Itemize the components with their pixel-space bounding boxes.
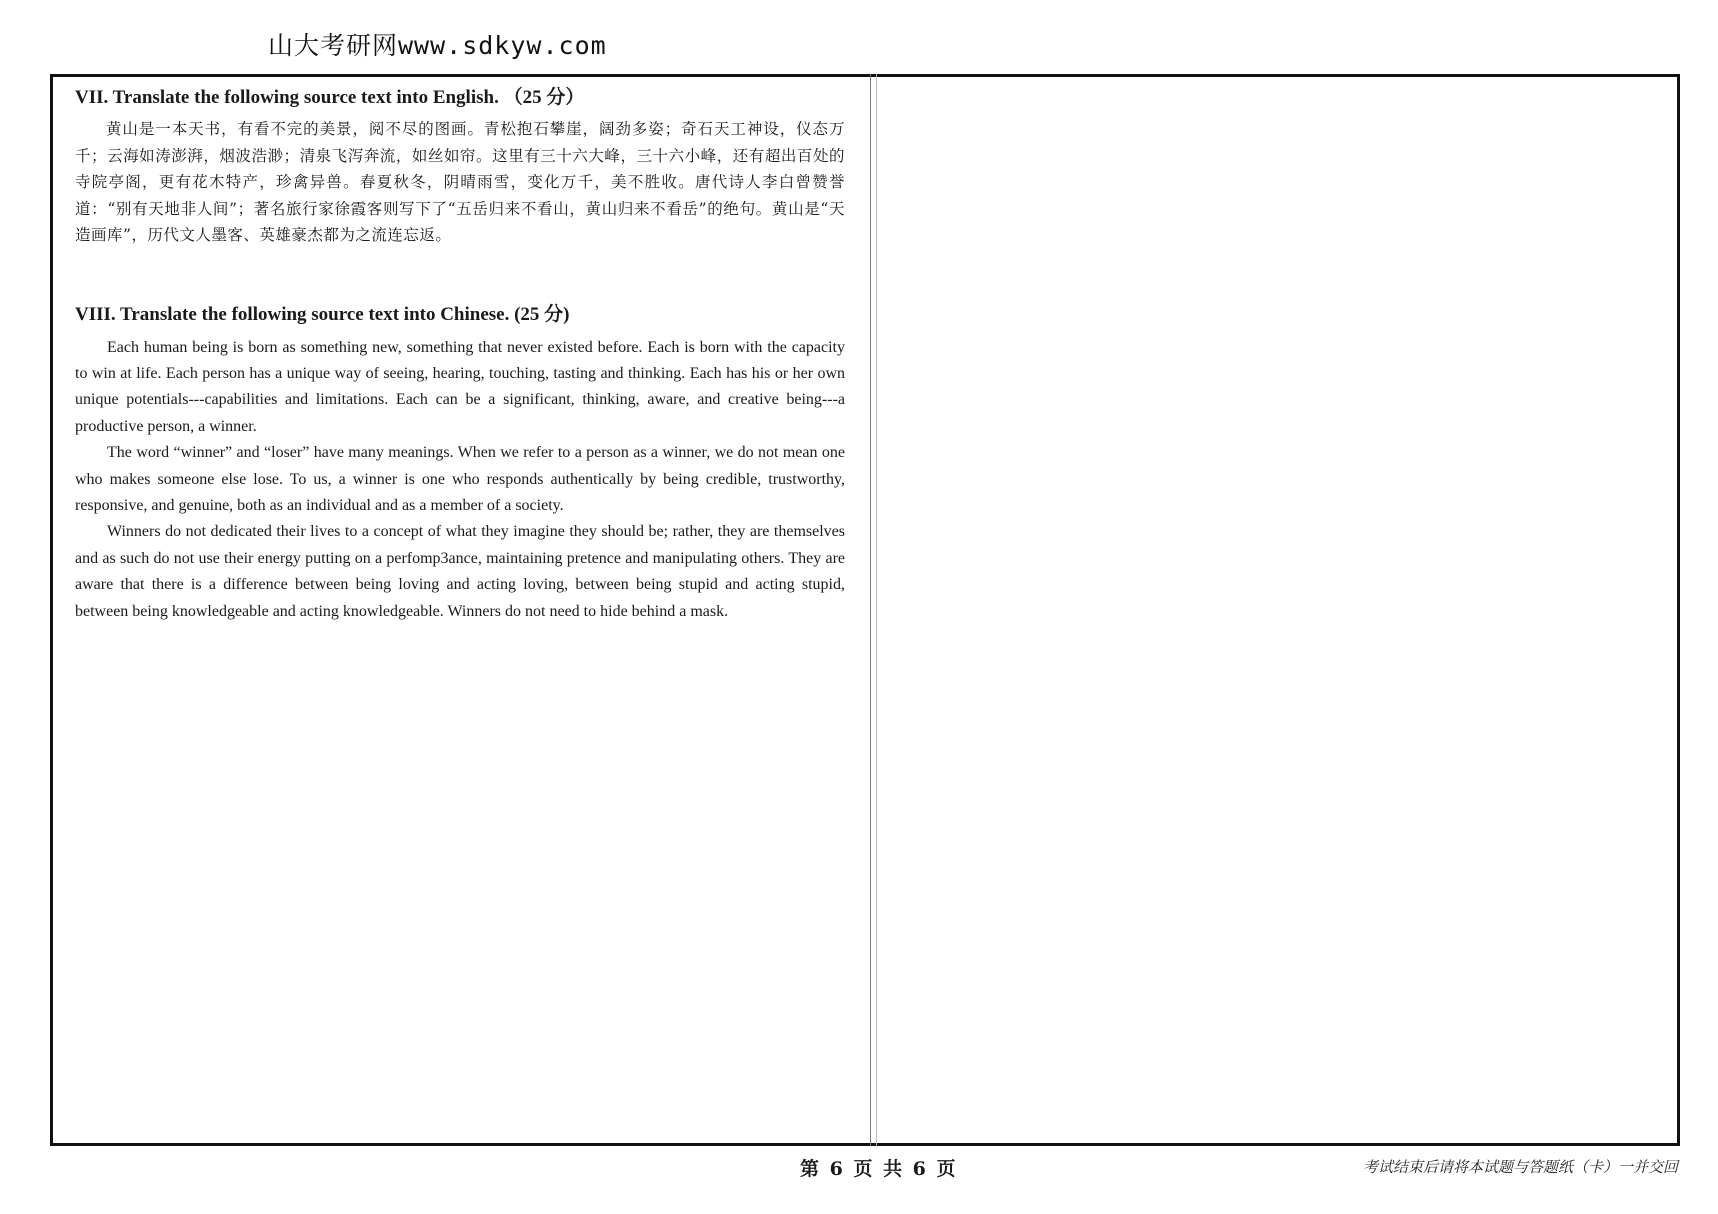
- section-viii-paragraph: Each human being is born as something new, something that never existed before. Each is born with the capacity to win at life. Each person has a unique way of seeing, hearing, touching, tasting and thinking. Each has his or her own unique potentials---capabilities and limitations. Each can be a significant, thinking, aware, and creative being---a productive person, a winner.: [75, 338, 845, 435]
- section-viii: [75, 301, 845, 625]
- column-divider: [870, 74, 871, 1146]
- page-number: 第 6 页 共 6 页: [800, 1158, 958, 1180]
- section-viii-heading: VIII. Translate the following source text into Chinese. (25 分): [75, 303, 570, 325]
- submission-note: 考试结束后请将本试题与答题纸（卡）一并交回: [1362, 1158, 1678, 1176]
- column-divider-inner: [876, 74, 877, 1146]
- section-vii-source-text: 黄山是一本天书，有看不完的美景，阅不尽的图画。青松抱石攀崖，阔劲多姿；奇石天工神设，仪态万千；云海如涛澎湃，烟波浩渺；清泉飞泻奔流，如丝如帘。这里有三十六大峰，三十六小峰，还有超出百处的寺院亭阁，更有花木特产，珍禽异兽。春夏秋冬，阴晴雨雪，变化万千，美不胜收。唐代诗人李白曾赞誉道：“别有天地非人间”；著名旅行家徐霞客则写下了“五岳归来不看山，黄山归来不看岳”的绝句。黄山是“天造画库”，历代文人墨客、英雄豪杰都为之流连忘返。: [75, 120, 845, 244]
- section-viii-paragraph: Winners do not dedicated their lives to a concept of what they imagine they should be; rather, they are themselves and as such do not use their energy putting on a perfomp3ance, maintaining pretence and manipulating others. They are aware that there is a difference between being loving and acting loving, between being stupid and acting stupid, between being knowledgeable and acting knowledgeable. Winners do not need to hide behind a mask.: [75, 523, 845, 620]
- section-vii: [75, 84, 845, 249]
- section-viii-paragraph: The word “winner” and “loser” have many meanings. When we refer to a person as a winner, we do not mean one who makes someone else lose. To us, a winner is one who responds authentically by being credible, trustworthy, responsive, and genuine, both as an individual and as a member of a society.: [75, 444, 845, 514]
- site-watermark: 山大考研网www.sdkyw.com: [268, 31, 607, 60]
- section-vii-heading: VII. Translate the following source text into English. （25 分）: [75, 87, 585, 108]
- left-column: [75, 84, 845, 625]
